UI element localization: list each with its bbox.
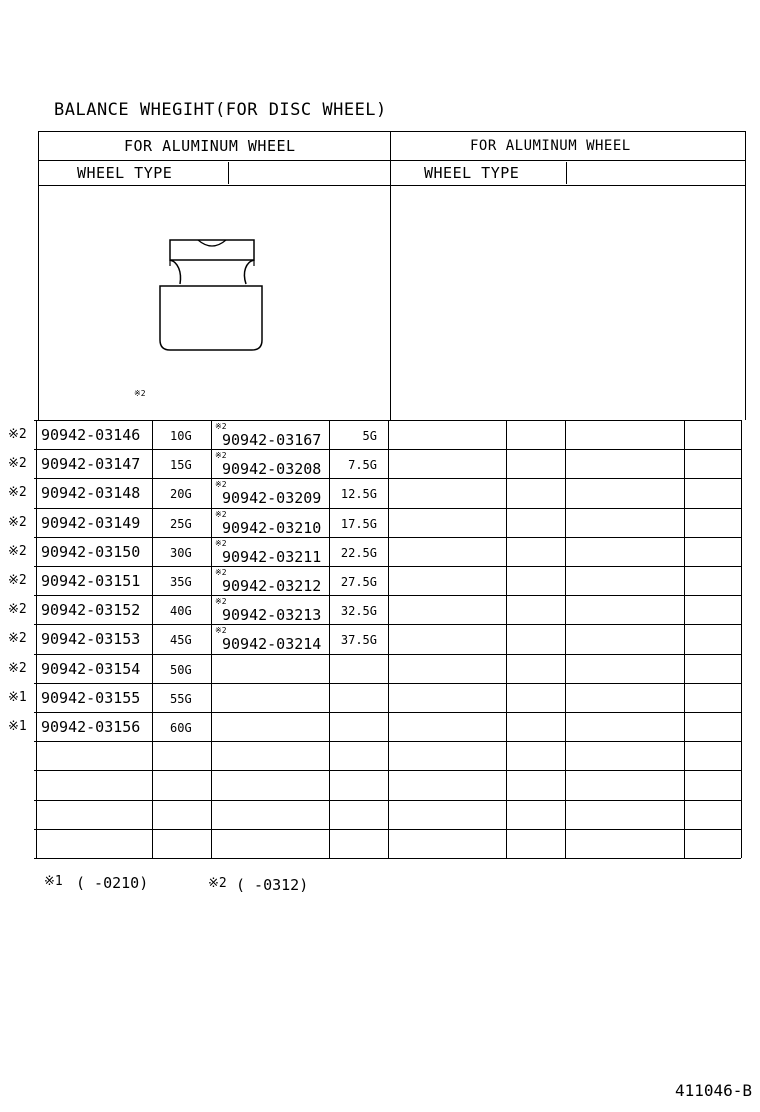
- part-number-2: 90942-03208: [222, 460, 322, 478]
- part-number-2: 90942-03167: [222, 431, 322, 449]
- part-number: 90942-03151: [41, 572, 141, 590]
- part-number: 90942-03154: [41, 660, 141, 678]
- right-wheel-type-header: WHEEL TYPE: [424, 164, 520, 182]
- table-rule: [329, 420, 330, 858]
- row-mark: ※2: [8, 515, 27, 530]
- page-title: BALANCE WHEGIHT(FOR DISC WHEEL): [54, 100, 387, 120]
- weight-2: 37.5G: [340, 633, 377, 647]
- table-rule: [506, 420, 507, 858]
- row-mark: ※2: [8, 602, 27, 617]
- table-rule: [388, 420, 389, 858]
- weight: 40G: [170, 604, 192, 618]
- row-mark-2: ※2: [215, 510, 227, 519]
- part-number: 90942-03148: [41, 484, 141, 502]
- table-rule: [565, 420, 566, 858]
- weight: 50G: [170, 663, 192, 677]
- row-mark: ※2: [8, 573, 27, 588]
- row-mark: ※1: [8, 719, 27, 734]
- weight-2: 27.5G: [340, 575, 377, 589]
- row-mark: ※2: [8, 456, 27, 471]
- weight: 25G: [170, 517, 192, 531]
- weight-2: 22.5G: [340, 546, 377, 560]
- weight-2: 7.5G: [348, 458, 377, 472]
- part-number: 90942-03150: [41, 543, 141, 561]
- footnote-1-text: ( -0210): [76, 874, 149, 892]
- row-mark-2: ※2: [215, 480, 227, 489]
- row-mark-2: ※2: [215, 451, 227, 460]
- figure-code: 411046-B: [674, 1081, 752, 1100]
- table-rule: [152, 420, 153, 858]
- table-rule: [745, 131, 746, 420]
- part-number: 90942-03155: [41, 689, 141, 707]
- weight: 55G: [170, 692, 192, 706]
- table-rule: [38, 160, 745, 161]
- balance-weight-icon: [150, 232, 270, 356]
- table-rule: [38, 185, 745, 186]
- table-rule: [566, 162, 567, 184]
- weight-2: 32.5G: [340, 604, 377, 618]
- weight: 20G: [170, 487, 192, 501]
- weight: 60G: [170, 721, 192, 735]
- part-number-2: 90942-03210: [222, 519, 322, 537]
- table-rule: [34, 858, 741, 859]
- weight: 30G: [170, 546, 192, 560]
- weight: 10G: [170, 429, 192, 443]
- row-mark-2: ※2: [215, 626, 227, 635]
- table-rule: [36, 420, 37, 858]
- row-mark: ※2: [8, 661, 27, 676]
- part-number: 90942-03156: [41, 718, 141, 736]
- table-rule: [228, 162, 229, 184]
- row-mark-2: ※2: [215, 422, 227, 431]
- footnote-2-mark: ※2: [208, 876, 227, 891]
- part-number-2: 90942-03212: [222, 577, 322, 595]
- part-number-2: 90942-03214: [222, 635, 322, 653]
- left-wheel-type-header: WHEEL TYPE: [77, 164, 173, 182]
- weight: 45G: [170, 633, 192, 647]
- row-mark-2: ※2: [215, 597, 227, 606]
- right-group-header: FOR ALUMINUM WHEEL: [470, 138, 631, 154]
- table-rule: [684, 420, 685, 858]
- left-group-header: FOR ALUMINUM WHEEL: [124, 137, 296, 155]
- part-number-2: 90942-03211: [222, 548, 322, 566]
- part-number: 90942-03149: [41, 514, 141, 532]
- row-mark: ※2: [8, 427, 27, 442]
- weight-2: 5G: [362, 429, 377, 443]
- part-number: 90942-03153: [41, 630, 141, 648]
- row-mark-2: ※2: [215, 568, 227, 577]
- part-number-2: 90942-03213: [222, 606, 322, 624]
- row-mark: ※2: [8, 631, 27, 646]
- footnote-1-mark: ※1: [44, 874, 63, 889]
- weight: 35G: [170, 575, 192, 589]
- table-rule: [211, 420, 212, 858]
- table-rule: [741, 420, 742, 858]
- row-mark: ※1: [8, 690, 27, 705]
- row-mark: ※2: [8, 485, 27, 500]
- row-mark: ※2: [8, 544, 27, 559]
- weight-2: 12.5G: [340, 487, 377, 501]
- footnote-2-text: ( -0312): [236, 876, 309, 894]
- table-rule: [390, 131, 391, 420]
- part-number: 90942-03152: [41, 601, 141, 619]
- table-rule: [38, 131, 745, 132]
- part-number-2: 90942-03209: [222, 489, 322, 507]
- weight-2: 17.5G: [340, 517, 377, 531]
- weight: 15G: [170, 458, 192, 472]
- part-number: 90942-03147: [41, 455, 141, 473]
- illustration-mark: ※2: [134, 389, 146, 398]
- part-number: 90942-03146: [41, 426, 141, 444]
- row-mark-2: ※2: [215, 539, 227, 548]
- table-rule: [38, 131, 39, 420]
